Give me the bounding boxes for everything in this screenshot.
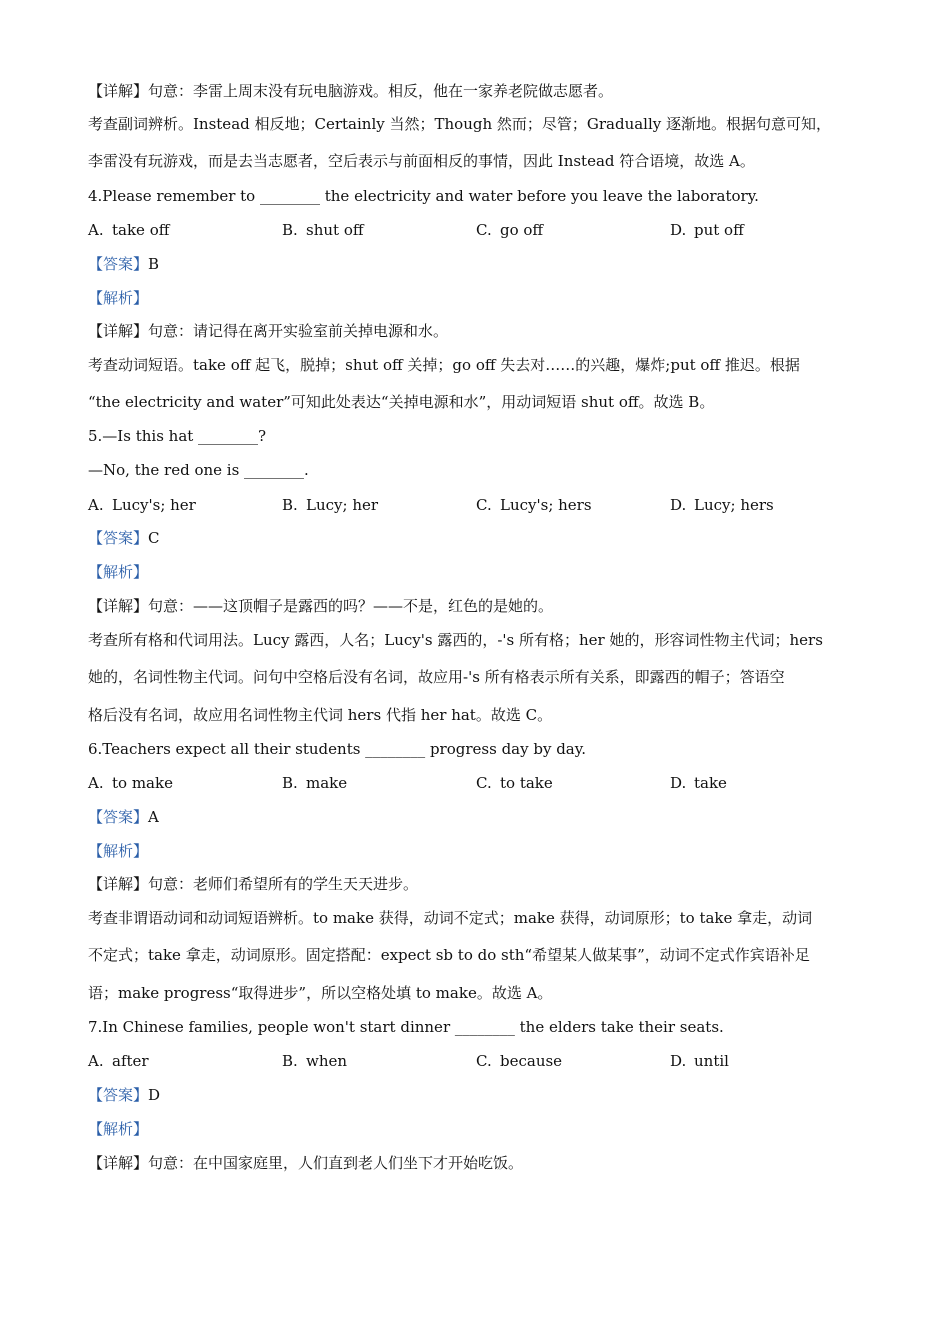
answer-line — [88, 254, 159, 274]
answer-value: C — [148, 529, 160, 547]
option-c: C. go off — [476, 221, 544, 239]
analysis-text-line: “the electricity and water”可知此处表达“关掉电源和水”，用动词短语 shut off。故选 B。 — [88, 393, 715, 411]
option-c: C. Lucy's; hers — [476, 496, 592, 514]
option-b: B. when — [282, 1052, 348, 1070]
question-stem: 7.In Chinese families, people won't start dinner ________ the elders take their seats. — [88, 1018, 724, 1036]
analysis-label: 【解析】 — [88, 842, 149, 860]
detail-line — [88, 874, 418, 894]
option-c: C. to take — [476, 774, 553, 792]
detail-label: 【详解】 — [88, 82, 149, 100]
question-stem: 4.Please remember to ________ the electricity and water before you leave the laboratory. — [88, 187, 759, 205]
detail-text: 句意：——这顶帽子是露西的吗？——不是，红色的是她的。 — [148, 597, 554, 615]
option-d: D. until — [670, 1052, 729, 1070]
answer-value: A — [148, 808, 159, 826]
answer-value: D — [148, 1086, 161, 1104]
option-a: A. Lucy's; her — [88, 496, 196, 514]
options-row — [88, 1051, 868, 1071]
detail-line — [88, 1153, 523, 1173]
detail-label: 【详解】 — [88, 322, 149, 340]
answer-value: B — [148, 255, 160, 273]
option-d: D. put off — [670, 221, 744, 239]
answer-label: 【答案】 — [88, 255, 149, 273]
answer-label: 【答案】 — [88, 1086, 149, 1104]
question-stem: 5.—Is this hat ________? — [88, 427, 267, 445]
analysis-text-line: 考查所有格和代词用法。Lucy 露西，人名；Lucy's 露西的，-'s 所有格；her 她的，形容词性物主代词；hers — [88, 631, 823, 649]
detail-line — [88, 596, 553, 616]
answer-label: 【答案】 — [88, 808, 149, 826]
detail-line — [88, 321, 448, 341]
analysis-text-line: 格后没有名词，故应用名词性物主代词 hers 代指 her hat。故选 C。 — [88, 706, 553, 724]
analysis-label: 【解析】 — [88, 289, 149, 307]
option-a: A. take off — [88, 221, 170, 239]
option-a: A. after — [88, 1052, 149, 1070]
detail-line — [88, 81, 613, 101]
answer-line — [88, 807, 159, 827]
analysis-text-line: 她的，名词性物主代词。问句中空格后没有名词，故应用-'s 所有格表示所有关系，即露西的帽子；答语空 — [88, 668, 785, 686]
detail-label: 【详解】 — [88, 875, 149, 893]
answer-line — [88, 1085, 160, 1105]
question-stem-second-line: —No, the red one is ________. — [88, 461, 309, 479]
option-b: B. Lucy; her — [282, 496, 379, 514]
option-d: D. take — [670, 774, 727, 792]
detail-text: 句意：老师们希望所有的学生天天进步。 — [148, 875, 419, 893]
analysis-text-line: 语；make progress“取得进步”，所以空格处填 to make。故选 A。 — [88, 984, 553, 1002]
detail-text: 句意：请记得在离开实验室前关掉电源和水。 — [148, 322, 449, 340]
option-b: B. make — [282, 774, 348, 792]
detail-label: 【详解】 — [88, 597, 149, 615]
detail-label: 【详解】 — [88, 1154, 149, 1172]
options-row — [88, 495, 868, 515]
options-row — [88, 773, 868, 793]
analysis-text-line: 考查动词短语。take off 起飞，脱掉；shut off 关掉；go off 失去对……的兴趣，爆炸;put off 推迟。根据 — [88, 356, 800, 374]
options-row — [88, 220, 868, 240]
analysis-label: 【解析】 — [88, 563, 149, 581]
detail-text: 句意：在中国家庭里，人们直到老人们坐下才开始吃饭。 — [148, 1154, 524, 1172]
option-c: C. because — [476, 1052, 563, 1070]
analysis-text-line: 考查副词辨析。Instead 相反地；Certainly 当然；Though 然而；尽管；Gradually 逐渐地。根据句意可知， — [88, 115, 832, 133]
question-stem: 6.Teachers expect all their students ________ progress day by day. — [88, 740, 586, 758]
option-b: B. shut off — [282, 221, 364, 239]
analysis-text-line: 李雷没有玩游戏，而是去当志愿者，空后表示与前面相反的事情，因此 Instead 符合语境，故选 A。 — [88, 152, 755, 170]
detail-text: 句意：李雷上周末没有玩电脑游戏。相反，他在一家养老院做志愿者。 — [148, 82, 614, 100]
answer-label: 【答案】 — [88, 529, 149, 547]
answer-line — [88, 528, 160, 548]
analysis-text-line: 不定式；take 拿走，动词原形。固定搭配：expect sb to do sth“希望某人做某事”，动词不定式作宾语补足 — [88, 946, 810, 964]
analysis-label: 【解析】 — [88, 1120, 149, 1138]
analysis-text-line: 考查非谓语动词和动词短语辨析。to make 获得，动词不定式；make 获得，动词原形；to take 拿走，动词 — [88, 909, 813, 927]
option-a: A. to make — [88, 774, 173, 792]
option-d: D. Lucy; hers — [670, 496, 774, 514]
